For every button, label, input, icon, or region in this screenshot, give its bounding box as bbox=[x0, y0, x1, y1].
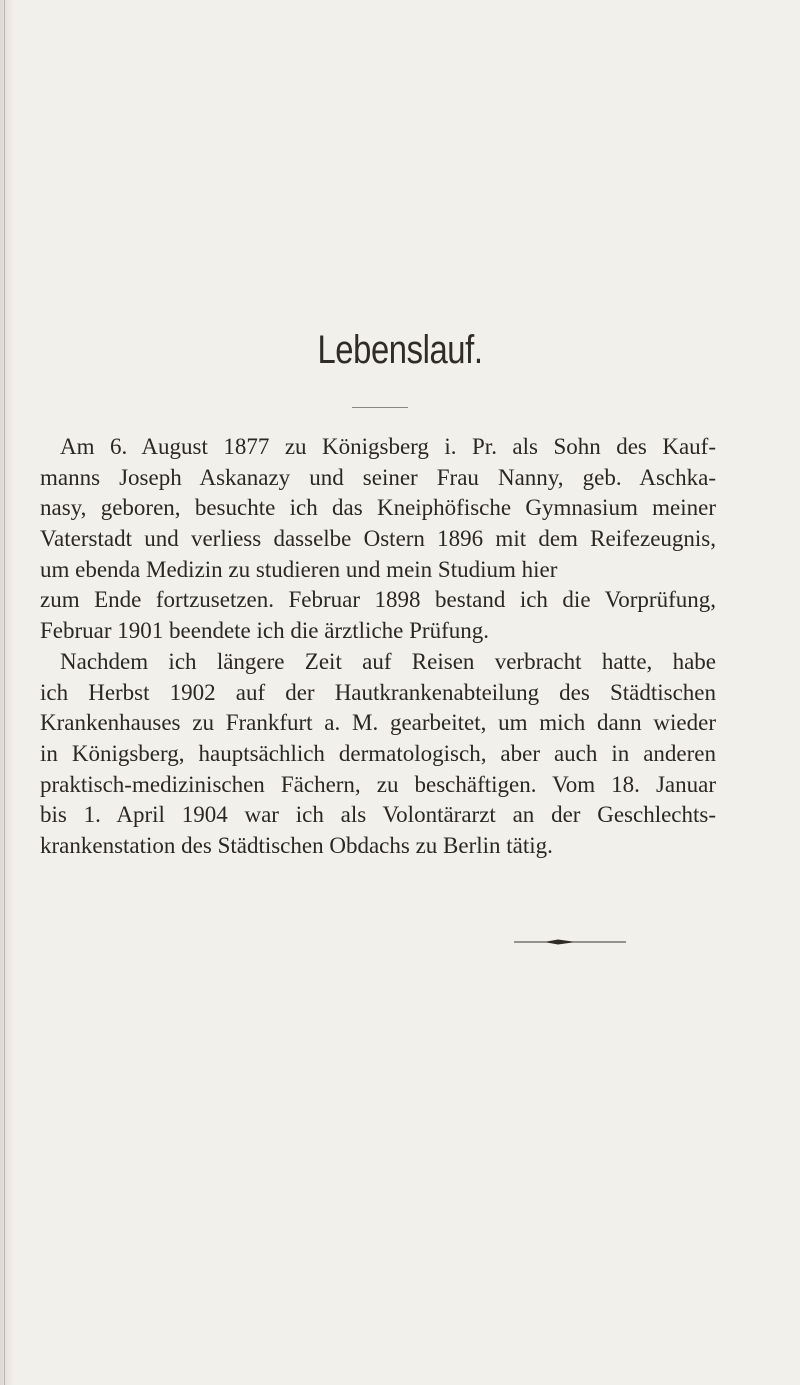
end-ornament-icon bbox=[514, 937, 626, 947]
text-line: Februar 1901 beendete ich die ärztliche Prüfung. bbox=[40, 618, 489, 644]
title-divider bbox=[352, 407, 408, 408]
text-line: Vaterstadt und verliess dasselbe Ostern 1896 mit dem Reifezeugnis, bbox=[40, 526, 716, 552]
text-line: um ebenda Medizin zu studieren und mein Studium hier bbox=[40, 556, 558, 582]
binding-line bbox=[4, 0, 5, 1385]
text-line: Krankenhauses zu Frankfurt a. M. gearbeitet, um mich dann wieder bbox=[40, 710, 716, 736]
text-line: in Königsberg, hauptsächlich dermatologisch, aber auch in anderen bbox=[40, 740, 716, 766]
text-line: ich Herbst 1902 auf der Hautkrankenabteilung des Städtischen bbox=[40, 679, 716, 705]
body-text bbox=[40, 432, 716, 862]
text-line: krankenstation des Städtischen Obdachs zu Berlin tätig. bbox=[40, 832, 553, 858]
text-line: manns Joseph Askanazy und seiner Frau Nanny, geb. Aschka- bbox=[40, 464, 716, 490]
text-line: bis 1. April 1904 war ich als Volontärarzt an der Geschlechts- bbox=[40, 802, 716, 828]
text-line: nasy, geboren, besuchte ich das Kneiphöfische Gymnasium meiner bbox=[40, 495, 716, 521]
text-line: praktisch-medizinischen Fächern, zu beschäftigen. Vom 18. Januar bbox=[40, 771, 716, 797]
text-line: Nachdem ich längere Zeit auf Reisen verbracht hatte, habe bbox=[60, 648, 716, 674]
text-line: zum Ende fortzusetzen. Februar 1898 bestand ich die Vorprüfung, bbox=[40, 587, 716, 613]
text-line: Am 6. August 1877 zu Königsberg i. Pr. als Sohn des Kauf- bbox=[60, 434, 716, 459]
page-edge bbox=[0, 0, 14, 1385]
page-title: Lebenslauf. bbox=[317, 328, 483, 372]
